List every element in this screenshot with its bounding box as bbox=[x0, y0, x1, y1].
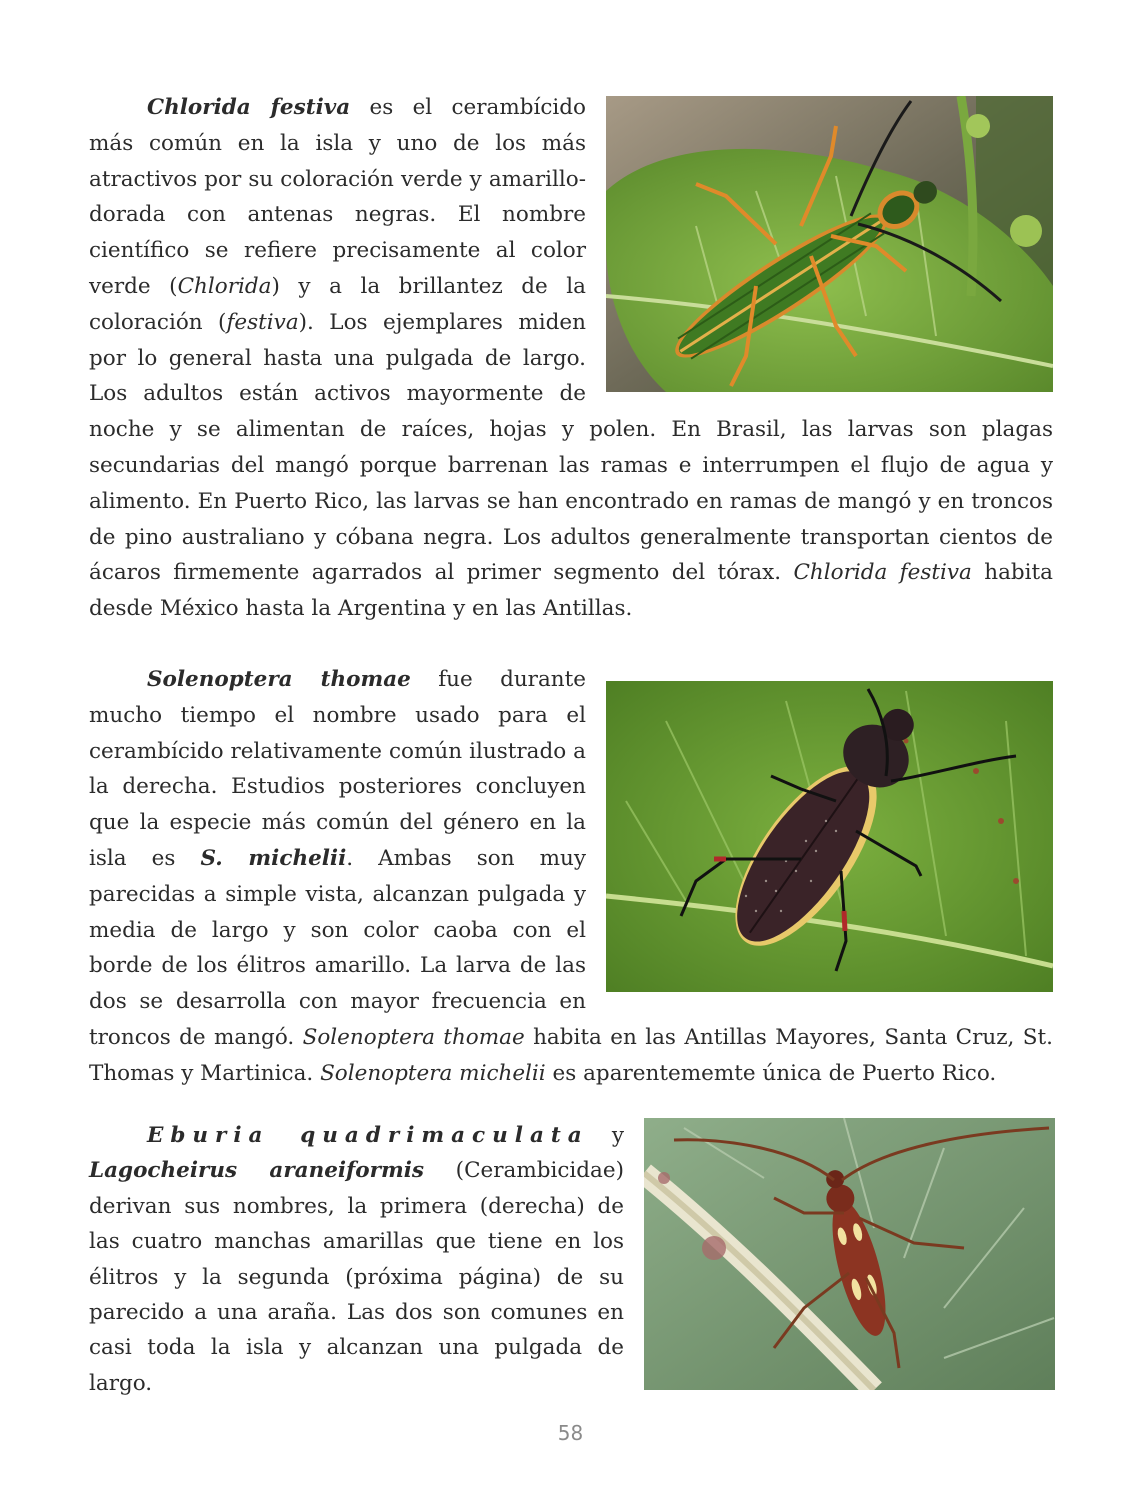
species-section-chlorida bbox=[89, 90, 1053, 627]
species-name: Chlorida festiva bbox=[147, 95, 351, 120]
species-name: Eburia quadrimaculata bbox=[147, 1123, 589, 1148]
page-number: 58 bbox=[557, 1421, 584, 1445]
species-section-eburia bbox=[89, 1118, 1053, 1401]
photo-solenoptera bbox=[606, 681, 1053, 992]
photo-eburia-quadrimaculata bbox=[644, 1118, 1055, 1390]
paragraph-solenoptera: Solenoptera thomae fue durante mucho tiempo el nombre usado para el cerambícido relativamente común ilustrado a la derecha. Estudios posteriores concluyen que la especie más común del género en la isla es S. michelii. Ambas son muy parecidas a simple vista, alcanzan pulgada y media de largo y son color caoba con el borde de los élitros amarillo. La larva de las dos se desarrolla con mayor frecuencia en troncos de mangó. Solenoptera thomae habita en las Antillas Mayores, Santa Cruz, St. Thomas y Martinica. Solenoptera michelii es aparentememte única de Puerto Rico. bbox=[89, 667, 1053, 1086]
photo-chlorida-festiva bbox=[606, 96, 1053, 392]
species-name-secondary: Lagocheirus araneiformis bbox=[89, 1158, 424, 1184]
species-name: Solenoptera thomae bbox=[147, 667, 411, 692]
species-section-solenoptera bbox=[89, 662, 1053, 1092]
paragraph-eburia: Eburia quadrimaculata y Lagocheirus araneiformis (Cerambicidae) derivan sus nombres, la primera (derecha) de las cuatro manchas amarillas que tiene en los élitros y la segunda (próxima página) de su parecido a una araña. Las dos son comunes en casi toda la isla y alcanzan una pulgada de largo. bbox=[89, 1123, 624, 1396]
paragraph-chlorida: Chlorida festiva es el cerambícido más común en la isla y uno de los más atractivos por su coloración verde y amarillo-dorada con antenas negras. El nombre científico se refiere precisamente al color verde (Chlorida) y a la brillantez de la coloración (festiva). Los ejemplares miden por lo general hasta una pulgada de largo. Los adultos están activos mayormente de noche y se alimentan de raíces, hojas y polen. En Brasil, las larvas son plagas secundarias del mangó porque barrenan las ramas e interrumpen el flujo de agua y alimento. En Puerto Rico, las larvas se han encontrado en ramas de mangó y en troncos de pino australiano y cóbana negra. Los adultos generalmente transportan cientos de ácaros firmemente agarrados al primer segmento del tórax. Chlorida festiva habita desde México hasta la Argentina y en las Antillas. bbox=[89, 95, 1053, 622]
